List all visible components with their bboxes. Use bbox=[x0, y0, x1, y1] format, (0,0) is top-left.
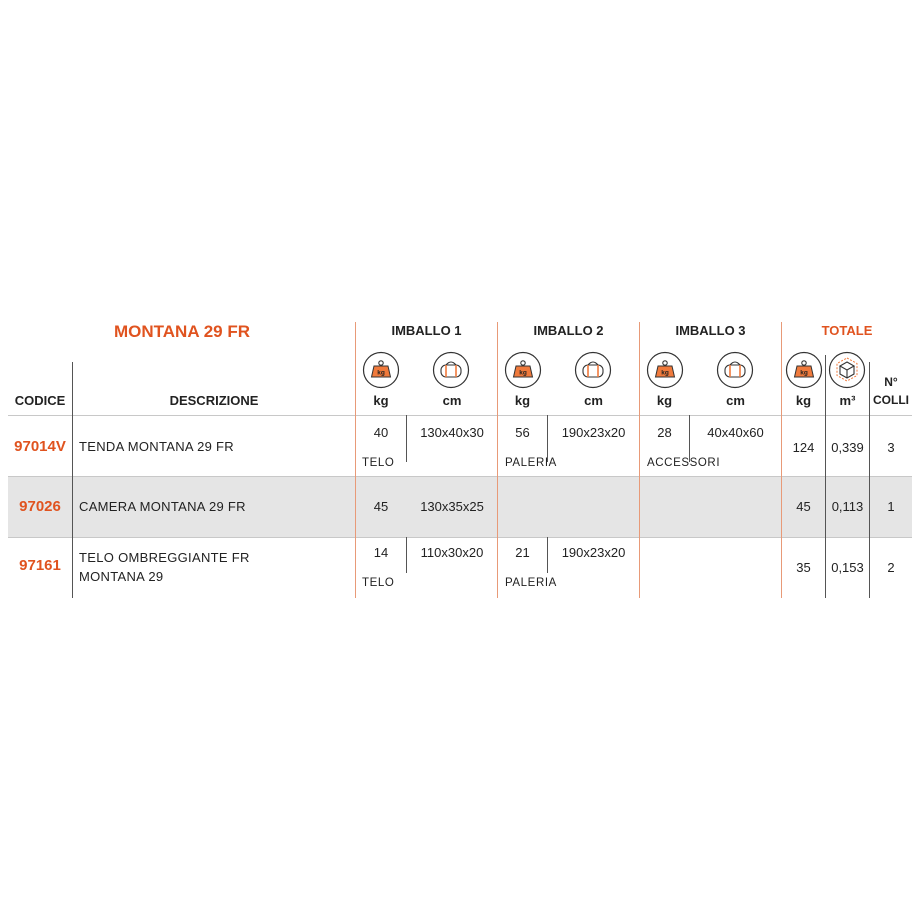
product-code: 97014V bbox=[14, 438, 66, 455]
bag-icon bbox=[574, 351, 612, 389]
product-code: 97161 bbox=[19, 557, 61, 574]
product-description: TENDA MONTANA 29 FR bbox=[79, 439, 234, 454]
bag-icon bbox=[432, 351, 470, 389]
group-imballo-1: IMBALLO 1 bbox=[391, 323, 462, 338]
header-kg-2: kg bbox=[514, 393, 531, 408]
cube-volume-icon bbox=[828, 351, 866, 389]
pack1-kg: 14 bbox=[373, 545, 389, 560]
total-m3: 0,339 bbox=[831, 440, 864, 455]
row-divider bbox=[8, 537, 912, 538]
pack3-kg: 28 bbox=[657, 425, 672, 440]
weight-kg-icon bbox=[646, 351, 684, 389]
total-kg: 35 bbox=[796, 560, 811, 575]
header-descrizione: DESCRIZIONE bbox=[169, 393, 259, 408]
total-kg: 45 bbox=[796, 499, 811, 514]
pack2-label: PALERIA bbox=[505, 577, 557, 589]
group-imballo-3: IMBALLO 3 bbox=[675, 323, 746, 338]
total-m3: 0,113 bbox=[831, 499, 864, 514]
pack1-cm: 130x35x25 bbox=[420, 499, 484, 514]
pack3-label: ACCESSORI bbox=[647, 457, 721, 469]
bag-icon bbox=[716, 351, 754, 389]
header-cm-2: cm bbox=[584, 393, 603, 408]
num-colli: 3 bbox=[887, 440, 895, 455]
product-description-line1: TELO OMBREGGIANTE FR bbox=[79, 550, 250, 565]
pack1-cm: 130x40x30 bbox=[420, 425, 484, 440]
header-kg-totale: kg bbox=[795, 393, 812, 408]
header-kg-3: kg bbox=[656, 393, 673, 408]
group-totale: TOTALE bbox=[821, 323, 873, 338]
total-m3: 0,153 bbox=[831, 560, 864, 575]
product-description-line2: MONTANA 29 bbox=[79, 569, 164, 584]
weight-kg-icon bbox=[504, 351, 542, 389]
num-colli: 1 bbox=[887, 499, 895, 514]
col-divider bbox=[639, 322, 640, 598]
pack1-kg: 40 bbox=[373, 425, 389, 440]
weight-icon-text: kg bbox=[377, 369, 385, 377]
total-kg: 124 bbox=[792, 440, 815, 455]
num-colli: 2 bbox=[887, 560, 895, 575]
header-colli-line2: COLLI bbox=[873, 393, 909, 407]
pack1-label: TELO bbox=[362, 457, 395, 469]
pack2-kg: 56 bbox=[515, 425, 530, 440]
weight-icon-text: kg bbox=[661, 369, 669, 377]
weight-kg-icon bbox=[362, 351, 400, 389]
pack3-cm: 40x40x60 bbox=[707, 425, 764, 440]
pack2-cm: 190x23x20 bbox=[561, 545, 626, 560]
pack1-label: TELO bbox=[362, 577, 395, 589]
col-divider bbox=[781, 322, 782, 598]
pack1-cm: 110x30x20 bbox=[420, 545, 484, 560]
weight-icon-text: kg bbox=[519, 369, 527, 377]
group-imballo-2: IMBALLO 2 bbox=[533, 323, 604, 338]
header-m3: m³ bbox=[839, 393, 856, 408]
row-divider bbox=[8, 476, 912, 477]
header-codice: CODICE bbox=[14, 393, 66, 408]
header-cm-1: cm bbox=[442, 393, 462, 408]
product-code: 97026 bbox=[19, 498, 61, 515]
header-kg-1: kg bbox=[373, 393, 389, 408]
weight-kg-icon bbox=[785, 351, 823, 389]
weight-icon-text: kg bbox=[800, 369, 808, 377]
pack2-cm: 190x23x20 bbox=[561, 425, 626, 440]
header-divider bbox=[8, 415, 912, 416]
pack2-label: PALERIA bbox=[505, 457, 557, 469]
header-cm-3: cm bbox=[726, 393, 745, 408]
product-description: CAMERA MONTANA 29 FR bbox=[79, 499, 246, 514]
pack2-kg: 21 bbox=[515, 545, 530, 560]
product-title: MONTANA 29 FR bbox=[114, 322, 250, 341]
pack1-kg: 45 bbox=[373, 499, 389, 514]
header-colli-line1: N° bbox=[884, 375, 898, 389]
